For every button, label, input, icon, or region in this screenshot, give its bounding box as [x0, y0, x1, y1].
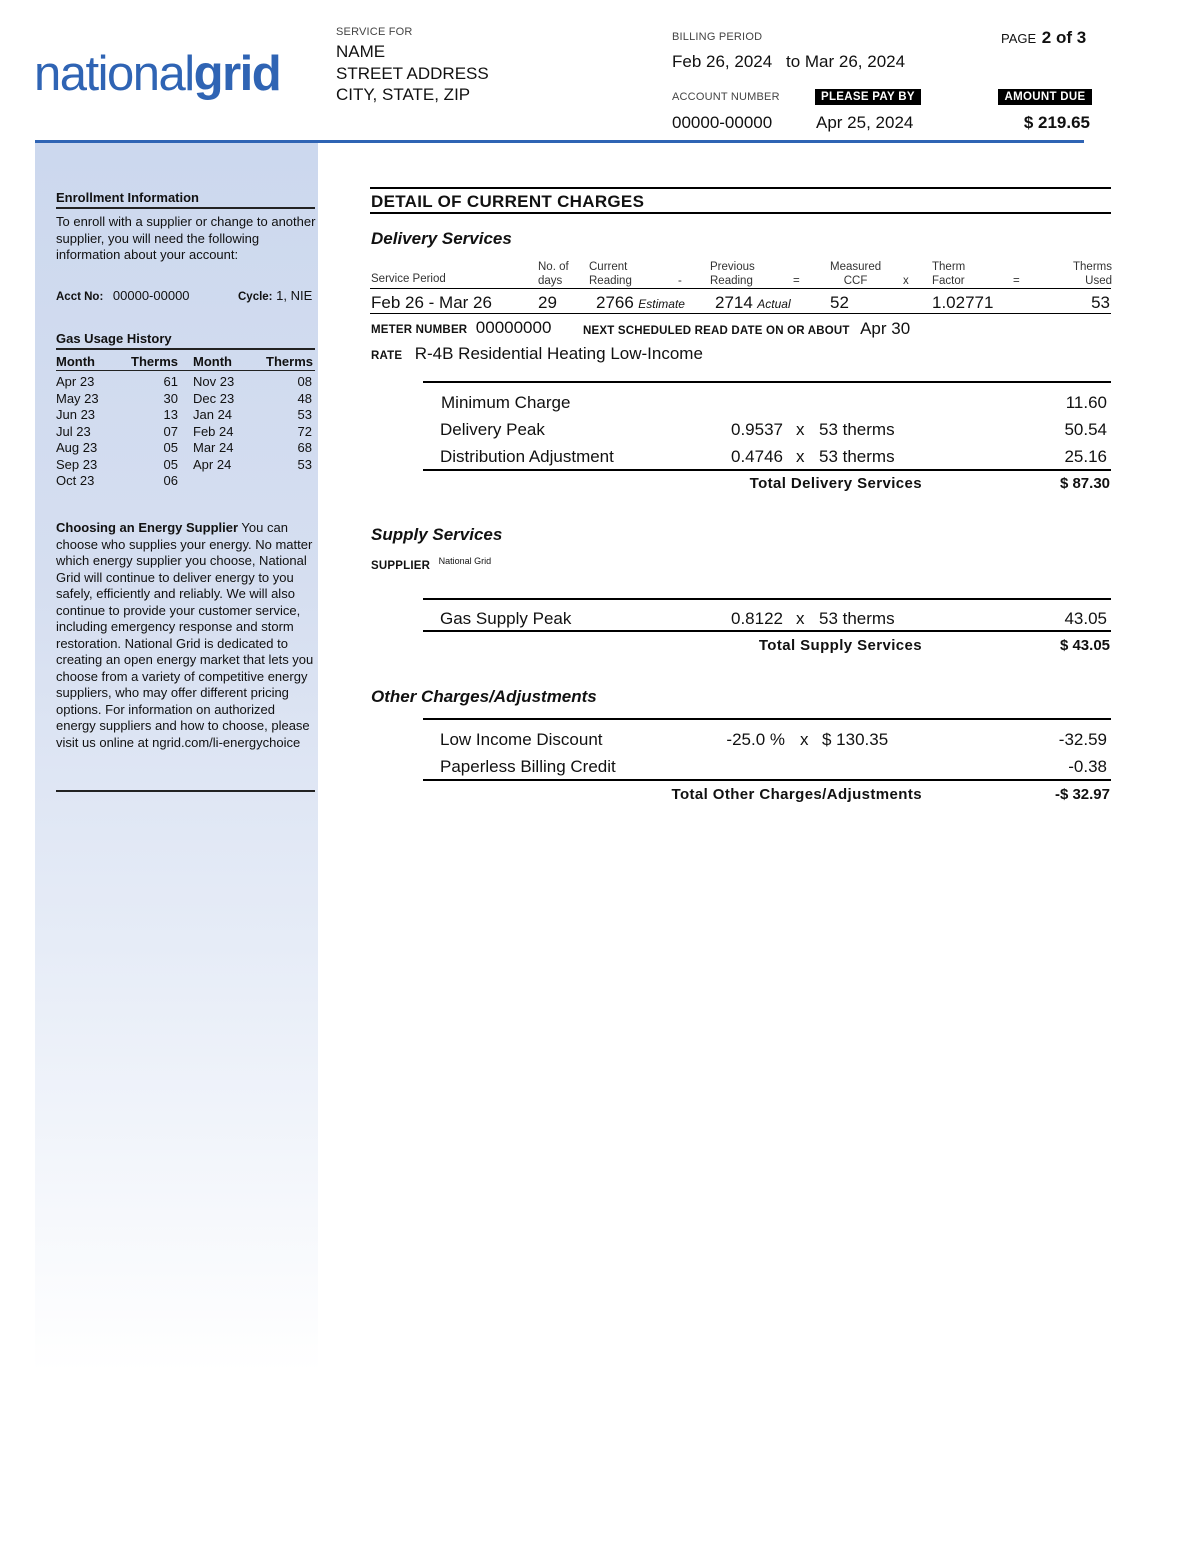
history-month: Jan 24 — [193, 407, 233, 422]
therms-used: 53 — [1091, 293, 1110, 312]
therm-factor: 1.02771 — [932, 293, 994, 312]
amount-due-label: AMOUNT DUE — [998, 89, 1092, 105]
previous-reading-value: 2714 — [715, 293, 753, 312]
history-therms: 53 — [297, 407, 312, 422]
charge-rate: -25.0 % — [726, 730, 785, 749]
charge-row — [423, 393, 1111, 415]
billing-period-label: BILLING PERIOD — [672, 31, 763, 43]
history-month: Nov 23 — [193, 374, 235, 389]
history-row — [56, 440, 178, 457]
col-measured-ccf — [830, 260, 881, 288]
supply-total-amount: $ 43.05 — [1059, 637, 1110, 654]
reading-header-rule — [370, 288, 1111, 289]
next-read-row — [583, 319, 910, 339]
col-days — [538, 260, 569, 288]
op-equals-2: = — [1013, 275, 1020, 287]
sidebar-panel — [35, 143, 318, 1373]
history-month: Dec 23 — [193, 390, 235, 406]
history-therms: 30 — [163, 390, 178, 406]
col-factor-line2: Factor — [932, 275, 965, 287]
history-row — [193, 374, 312, 391]
delivery-total-amount: $ 87.30 — [1059, 475, 1110, 492]
current-reading-type: Estimate — [638, 297, 685, 311]
op-multiply: x — [903, 275, 909, 287]
history-therms: 06 — [163, 473, 178, 488]
account-number-label: ACCOUNT NUMBER — [672, 91, 780, 103]
op-equals-1: = — [793, 275, 800, 287]
col-current-line1: Current — [589, 261, 628, 273]
col-previous-line1: Previous — [710, 261, 755, 273]
col-therms-used — [1050, 260, 1112, 288]
page-value: 2 of 3 — [1041, 28, 1087, 47]
charge-rate: 0.8122 — [731, 609, 783, 628]
service-street: STREET ADDRESS — [336, 63, 489, 83]
history-therms: 48 — [297, 390, 312, 406]
rate-label: RATE — [371, 350, 403, 362]
charge-qty: 53 therms — [819, 420, 895, 439]
history-col-month-2: Month — [193, 354, 232, 369]
acct-no-label: Acct No: — [56, 291, 104, 303]
history-month: Apr 23 — [56, 374, 95, 389]
supplier-divider — [56, 790, 315, 792]
supplier-row — [371, 556, 491, 574]
charge-name: Low Income Discount — [440, 730, 603, 749]
delivery-charges-top-rule — [423, 381, 1111, 383]
charge-name: Delivery Peak — [440, 420, 545, 439]
history-therms: 07 — [163, 423, 178, 439]
col-used-line2: Used — [1085, 275, 1112, 287]
op-minus: - — [678, 275, 682, 287]
meter-label: METER NUMBER — [371, 324, 468, 336]
history-header — [56, 354, 315, 370]
history-row — [56, 473, 178, 490]
charge-amount: 25.16 — [1064, 447, 1107, 466]
charge-amount: 43.05 — [1064, 609, 1107, 628]
other-charges-top-rule — [423, 718, 1111, 720]
enrollment-title: Enrollment Information — [56, 190, 199, 205]
please-pay-by-date: Apr 25, 2024 — [816, 113, 914, 132]
history-col-month-1: Month — [56, 354, 95, 369]
history-therms: 13 — [163, 407, 178, 422]
col-previous-line2: Reading — [710, 275, 753, 287]
col-days-line2: days — [538, 275, 563, 287]
delivery-total-label: Total Delivery Services — [749, 475, 922, 492]
history-month: Feb 24 — [193, 423, 234, 439]
col-current-reading — [589, 260, 632, 288]
history-therms: 05 — [163, 456, 178, 472]
service-city: CITY, STATE, ZIP — [336, 85, 471, 104]
charge-qty: 53 therms — [819, 447, 895, 466]
charge-multiply: x — [800, 730, 809, 749]
history-row — [193, 407, 312, 424]
history-month: Apr 24 — [193, 456, 232, 472]
history-therms: 05 — [163, 440, 178, 455]
history-month: Jun 23 — [56, 407, 96, 422]
national-grid-logo: nationalgrid — [34, 47, 281, 101]
reading-row-rule — [370, 313, 1111, 314]
history-col-therms-2: Therms — [266, 354, 313, 369]
page-indicator — [1001, 28, 1086, 48]
charge-multiply: x — [796, 447, 805, 466]
charge-rate: 0.4746 — [731, 447, 783, 466]
supply-total-rule — [423, 630, 1111, 632]
col-used-line1: Therms — [1073, 261, 1112, 273]
current-reading-value: 2766 — [596, 293, 634, 312]
charge-qty: 53 therms — [819, 609, 895, 628]
previous-reading — [715, 293, 791, 313]
page-label: PAGE — [1001, 31, 1037, 46]
enrollment-divider — [56, 207, 315, 209]
charge-rate: 0.9537 — [731, 420, 783, 439]
charge-row — [423, 420, 1111, 442]
history-therms: 08 — [297, 374, 312, 389]
meter-row — [371, 318, 551, 338]
supply-title: Supply Services — [371, 525, 503, 544]
charge-multiply: x — [796, 420, 805, 439]
charge-amount: 11.60 — [1065, 393, 1107, 412]
please-pay-by-label: PLEASE PAY BY — [815, 89, 921, 105]
detail-title-rule — [370, 212, 1111, 214]
service-for-label: SERVICE FOR — [336, 26, 413, 38]
charge-row — [423, 609, 1111, 631]
billing-period-from: Feb 26, 2024 — [672, 52, 773, 71]
history-therms: 53 — [297, 456, 312, 472]
meter-number: 00000000 — [475, 318, 552, 337]
current-reading — [596, 293, 685, 313]
charge-amount: 50.54 — [1064, 420, 1107, 439]
history-row — [193, 457, 312, 474]
billing-period-to: to Mar 26, 2024 — [786, 52, 906, 71]
history-title: Gas Usage History — [56, 331, 172, 346]
history-therms: 61 — [163, 374, 178, 389]
col-ccf-line2: CCF — [843, 275, 868, 287]
detail-title: DETAIL OF CURRENT CHARGES — [371, 192, 645, 211]
cycle-label: Cycle: — [238, 291, 273, 303]
charge-row — [423, 757, 1111, 779]
history-month: May 23 — [56, 390, 99, 406]
col-current-line2: Reading — [589, 275, 632, 287]
rate-value: R-4B Residential Heating Low-Income — [414, 344, 703, 363]
supplier-choice-text: You can choose who supplies your energy. No matter which energy supplier you choose, National Grid will continue to deliver energy to you safely, efficiently and reliably. We will also continue to provide your customer service, including emergency response and storm restoration. National Grid is dedicated to creating an open energy market that lets you choose from a variety of competitive energy suppliers, who may offer different pricing options. For information on authorized energy suppliers and how to choose, please visit us online at ngrid.com/li-energychoice — [56, 520, 314, 750]
history-row — [56, 391, 178, 408]
next-read-label: NEXT SCHEDULED READ DATE ON OR ABOUT — [583, 325, 850, 337]
col-days-line1: No. of — [538, 261, 569, 273]
history-row — [193, 440, 312, 457]
rate-row — [371, 344, 703, 364]
measured-ccf: 52 — [830, 293, 849, 312]
col-ccf-line1: Measured — [830, 261, 882, 273]
charge-amount: -0.38 — [1068, 757, 1107, 776]
charge-name: Minimum Charge — [441, 393, 571, 412]
other-title: Other Charges/Adjustments — [371, 687, 597, 706]
history-therms: 68 — [297, 440, 312, 455]
col-service-period: Service Period — [371, 273, 446, 285]
history-row — [56, 407, 178, 424]
previous-reading-type: Actual — [757, 297, 791, 311]
history-therms: 72 — [297, 423, 312, 439]
history-month: Aug 23 — [56, 440, 98, 455]
delivery-total-rule — [423, 469, 1111, 471]
cycle-value: 1, NIE — [276, 288, 313, 303]
history-row — [193, 424, 312, 441]
history-month: Sep 23 — [56, 456, 98, 472]
history-month: Mar 24 — [193, 440, 234, 455]
service-address — [336, 41, 489, 106]
col-therm-factor — [932, 260, 965, 288]
acct-no-value: 00000-00000 — [112, 288, 190, 303]
charge-name: Distribution Adjustment — [440, 447, 614, 466]
history-right-list — [193, 374, 312, 473]
charge-row — [423, 447, 1111, 469]
cycle-row — [238, 288, 312, 303]
charge-multiply: x — [796, 609, 805, 628]
history-divider-header — [56, 370, 315, 371]
reading-days: 29 — [538, 293, 557, 312]
enrollment-text: To enroll with a supplier or change to another supplier, you will need the following information about your account: — [56, 214, 316, 262]
reading-period: Feb 26 - Mar 26 — [371, 293, 492, 312]
history-row — [56, 424, 178, 441]
charge-row — [423, 730, 1111, 752]
history-row — [193, 391, 312, 408]
history-month: Jul 23 — [56, 423, 91, 439]
supplier-choice-title: Choosing an Energy Supplier — [56, 520, 239, 535]
charge-amount: -32.59 — [1058, 730, 1107, 749]
delivery-title: Delivery Services — [371, 229, 512, 248]
charge-name: Gas Supply Peak — [440, 609, 572, 628]
supplier-choice-block — [56, 520, 316, 751]
amount-due: $ 219.65 — [1023, 113, 1090, 132]
history-col-therms-1: Therms — [131, 354, 178, 369]
supplier-name: National Grid — [438, 556, 492, 566]
acct-no-row — [56, 288, 190, 303]
history-row — [56, 457, 178, 474]
supply-charges-top-rule — [423, 598, 1111, 600]
history-month: Oct 23 — [56, 473, 95, 488]
account-number: 00000-00000 — [672, 113, 773, 132]
next-read-date: Apr 30 — [860, 319, 911, 338]
detail-top-rule — [370, 187, 1111, 189]
supply-total-label: Total Supply Services — [758, 637, 922, 654]
charge-qty: $ 130.35 — [822, 730, 889, 749]
history-left-list — [56, 374, 178, 490]
service-name: NAME — [336, 42, 386, 61]
history-divider-top — [56, 348, 315, 350]
col-factor-line1: Therm — [932, 261, 966, 273]
col-previous-reading — [710, 260, 755, 288]
other-total-rule — [423, 779, 1111, 781]
history-row — [56, 374, 178, 391]
other-total-label: Total Other Charges/Adjustments — [671, 786, 922, 803]
supplier-label: SUPPLIER — [371, 560, 431, 572]
other-total-amount: -$ 32.97 — [1054, 786, 1110, 803]
charge-name: Paperless Billing Credit — [440, 757, 616, 776]
